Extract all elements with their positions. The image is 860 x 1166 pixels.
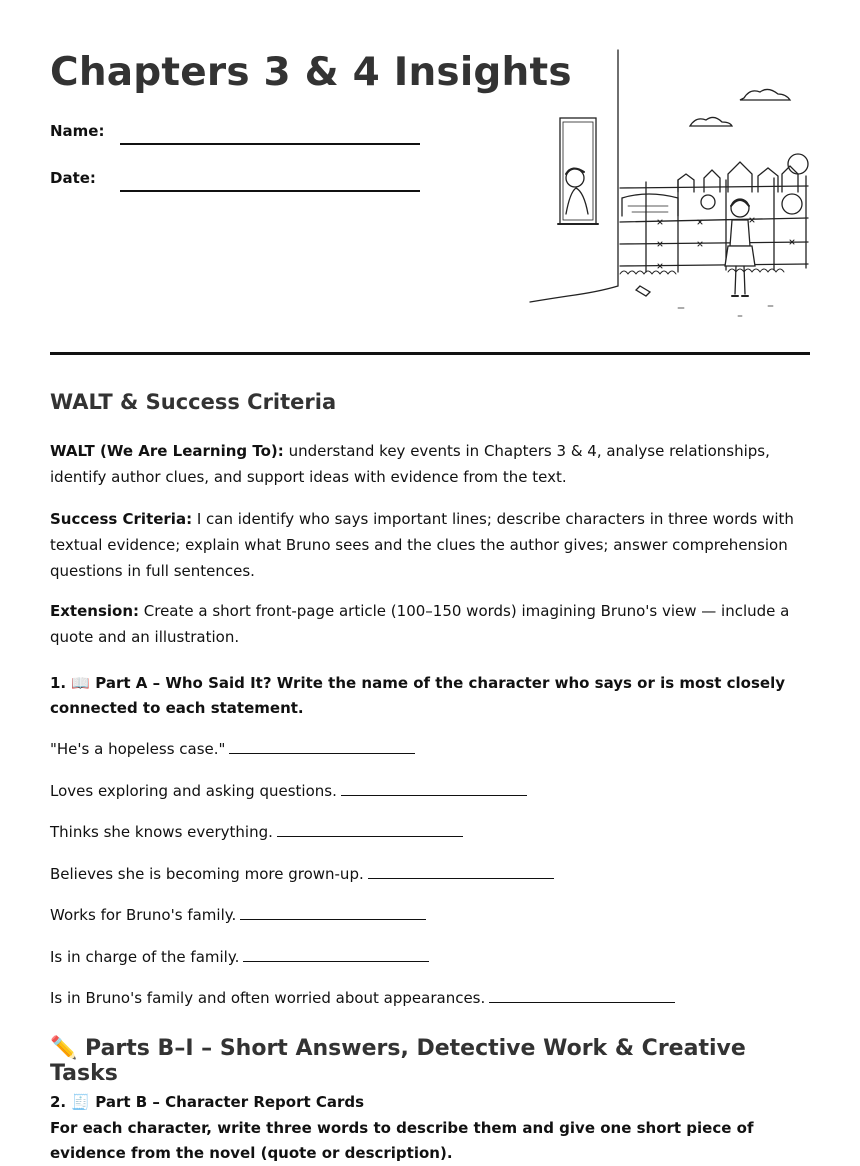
answer-blank[interactable] [489,988,675,1003]
answer-blank[interactable] [229,739,415,754]
part-b-title: 2. 🧾 Part B – Character Report Cards [50,1093,365,1111]
success-criteria-text: I can identify who says important lines; describe characters in three words with textual evidence; explain what Bruno sees and the clues the author gives; answer comprehension questions in full sentences. [50,510,794,580]
date-field [50,169,120,187]
part-b-instructions: For each character, write three words to describe them and give one short piece of evidence from the novel (quote or description). [50,1119,754,1162]
answer-blank[interactable] [243,947,429,962]
answer-blank[interactable] [240,905,426,920]
fence-scene-illustration [528,46,812,336]
extension-text: Create a short front-page article (100–150 words) imagining Bruno's view — include a quote and an illustration. [50,602,790,646]
page-title: Chapters 3 & 4 Insights [50,50,572,95]
extension-paragraph [50,598,810,650]
walt-heading: WALT & Success Criteria [50,390,337,414]
part-a-prompt: 1. 📖 Part A – Who Said It? Write the name of the character who says or is most closely connected to each statement. [50,674,785,717]
statement-text: Loves exploring and asking questions. [50,782,337,800]
parts-b-i-heading: ✏️ Parts B–I – Short Answers, Detective Work & Creative Tasks [50,1036,746,1086]
statement-item [50,947,429,966]
statement-item [50,739,415,758]
statement-item [50,822,463,841]
name-line[interactable] [120,143,420,145]
name-label: Name: [50,122,105,140]
walt-text: understand key events in Chapters 3 & 4, analyse relationships, identify author clues, and support ideas with evidence from the text. [50,442,770,486]
extension-label: Extension: [50,602,139,620]
date-label: Date: [50,169,96,187]
statement-text: "He's a hopeless case." [50,740,226,758]
statement-text: Thinks she knows everything. [50,823,273,841]
date-line[interactable] [120,190,420,192]
answer-blank[interactable] [341,781,527,796]
walt-paragraph [50,438,810,490]
answer-blank[interactable] [277,822,463,837]
statement-item [50,781,527,800]
statement-item [50,905,426,924]
statement-text: Is in charge of the family. [50,948,240,966]
statement-item [50,864,554,883]
statement-text: Works for Bruno's family. [50,906,237,924]
success-criteria-paragraph [50,506,810,584]
statement-text: Believes she is becoming more grown-up. [50,865,364,883]
statement-text: Is in Bruno's family and often worried about appearances. [50,989,486,1007]
name-field [50,122,120,140]
worksheet-page [50,0,810,1162]
answer-blank[interactable] [368,864,554,879]
worksheet-header [50,0,810,355]
statement-item [50,988,675,1007]
walt-label: WALT (We Are Learning To): [50,442,284,460]
success-criteria-label: Success Criteria: [50,510,193,528]
